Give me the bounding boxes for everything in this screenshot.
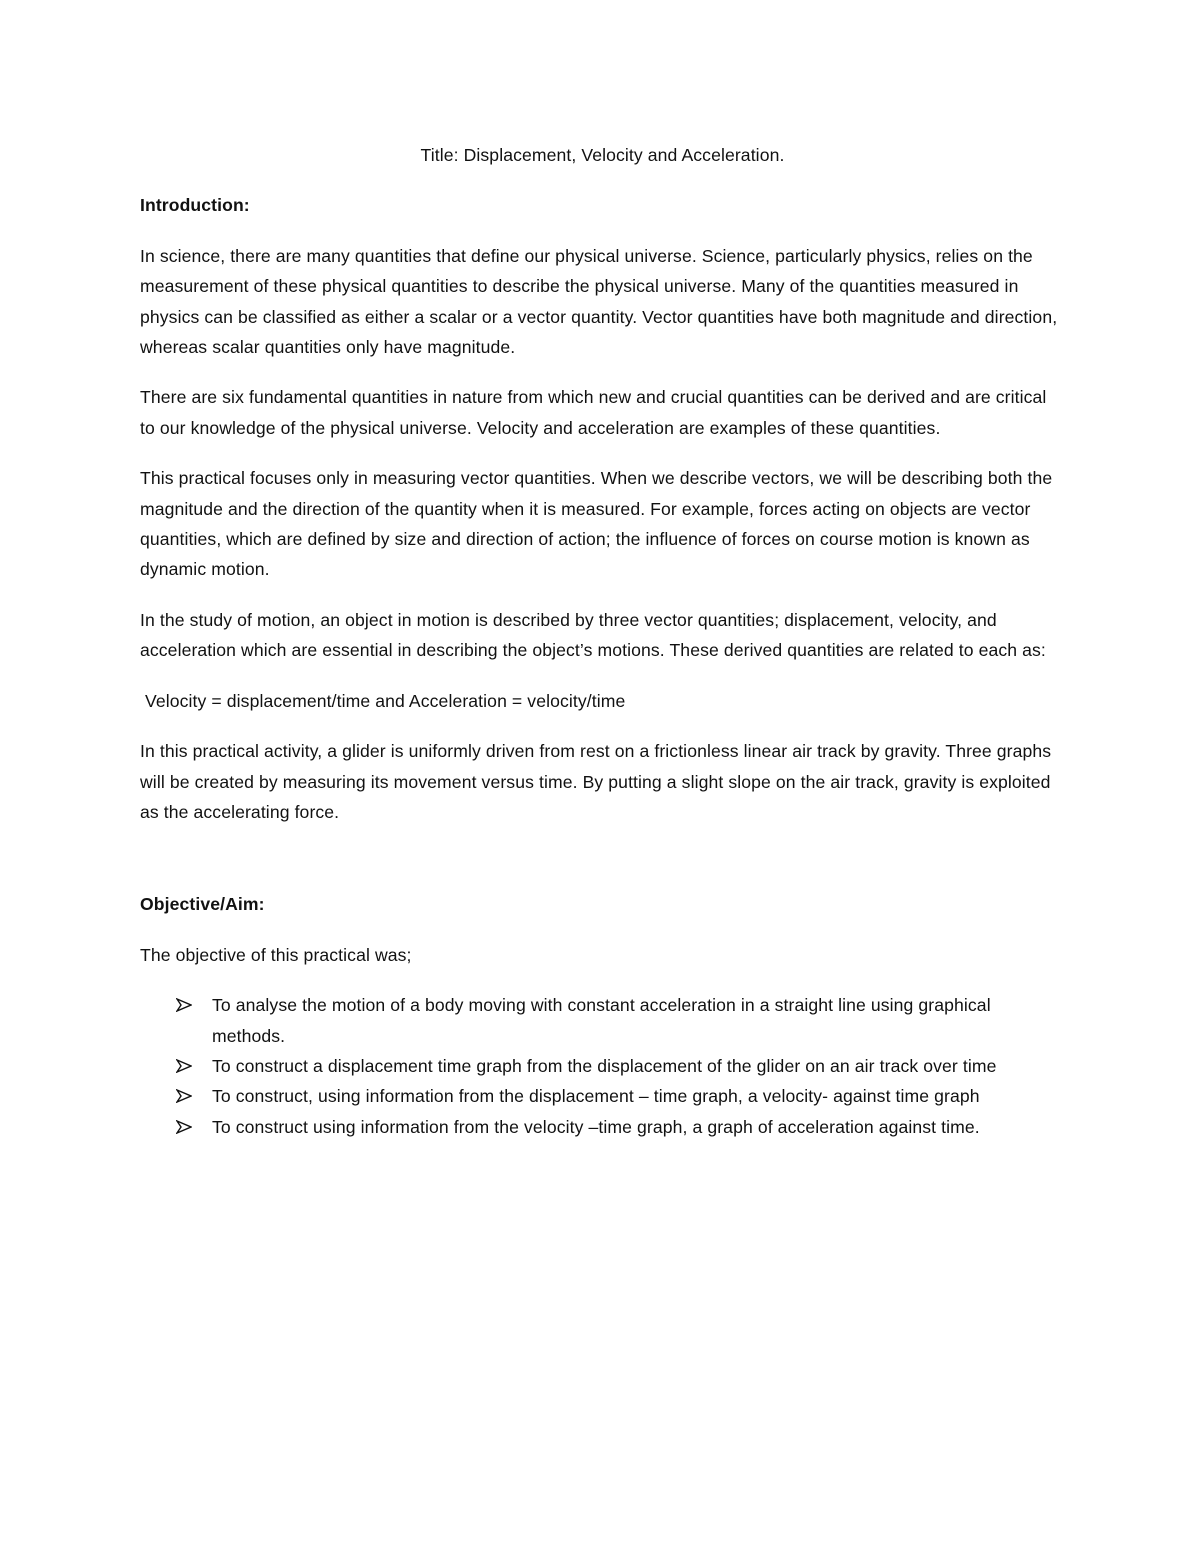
objective-item bbox=[140, 1112, 1065, 1142]
objective-item-text: To analyse the motion of a body moving with constant acceleration in a straight line using graphical methods. bbox=[212, 995, 991, 1046]
intro-closing-paragraph: In this practical activity, a glider is uniformly driven from rest on a frictionless linear air track by gravity. Three graphs will be created by measuring its movement versus time. By putting a slight slope on the air track, gravity is exploited as the accelerating force. bbox=[140, 741, 1052, 822]
objective-heading: Objective/Aim: bbox=[140, 894, 265, 915]
intro-paragraph-2: There are six fundamental quantities in nature from which new and crucial quantities can be derived and are critical to our knowledge of the physical universe. Velocity and acceleration are examples of these quantities. bbox=[140, 387, 1047, 438]
objective-item bbox=[140, 1051, 1065, 1081]
formula-line: Velocity = displacement/time and Acceleration = velocity/time bbox=[145, 690, 626, 711]
objective-list bbox=[140, 990, 1065, 1142]
arrow-bullet-icon bbox=[176, 1112, 198, 1142]
arrow-bullet-icon bbox=[176, 990, 198, 1020]
introduction-heading: Introduction: bbox=[140, 195, 250, 216]
document-body bbox=[140, 140, 1065, 1142]
arrow-bullet-icon bbox=[176, 1081, 198, 1111]
intro-paragraph-3: This practical focuses only in measuring vector quantities. When we describe vectors, we will be describing both the magnitude and the direction of the quantity when it is measured. For example, forces acting on objects are vector quantities, which are defined by size and direction of action; the influence of forces on course motion is known as dynamic motion. bbox=[140, 468, 1053, 580]
document-title: Title: Displacement, Velocity and Acceleration. bbox=[420, 145, 785, 165]
objective-lead: The objective of this practical was; bbox=[140, 944, 412, 965]
arrow-bullet-icon bbox=[176, 1051, 198, 1081]
objective-item-text: To construct using information from the velocity –time graph, a graph of acceleration against time. bbox=[212, 1116, 980, 1137]
section-spacer bbox=[140, 847, 1065, 889]
objective-item-text: To construct a displacement time graph from the displacement of the glider on an air track over time bbox=[212, 1055, 997, 1076]
objective-item bbox=[140, 990, 1065, 1051]
objective-item bbox=[140, 1081, 1065, 1111]
objective-item-text: To construct, using information from the displacement – time graph, a velocity- against time graph bbox=[212, 1086, 980, 1107]
intro-paragraph-4: In the study of motion, an object in motion is described by three vector quantities; displacement, velocity, and acceleration which are essential in describing the object’s motions. These derived quantities are related to each as: bbox=[140, 609, 1046, 661]
intro-paragraph-1: In science, there are many quantities that define our physical universe. Science, particularly physics, relies on the measurement of these physical quantities to describe the physical universe. Many of the quantities measured in physics can be classified as either a scalar or a vector quantity. Vector quantities have both magnitude and direction, whereas scalar quantities only have magnitude. bbox=[140, 245, 1058, 358]
